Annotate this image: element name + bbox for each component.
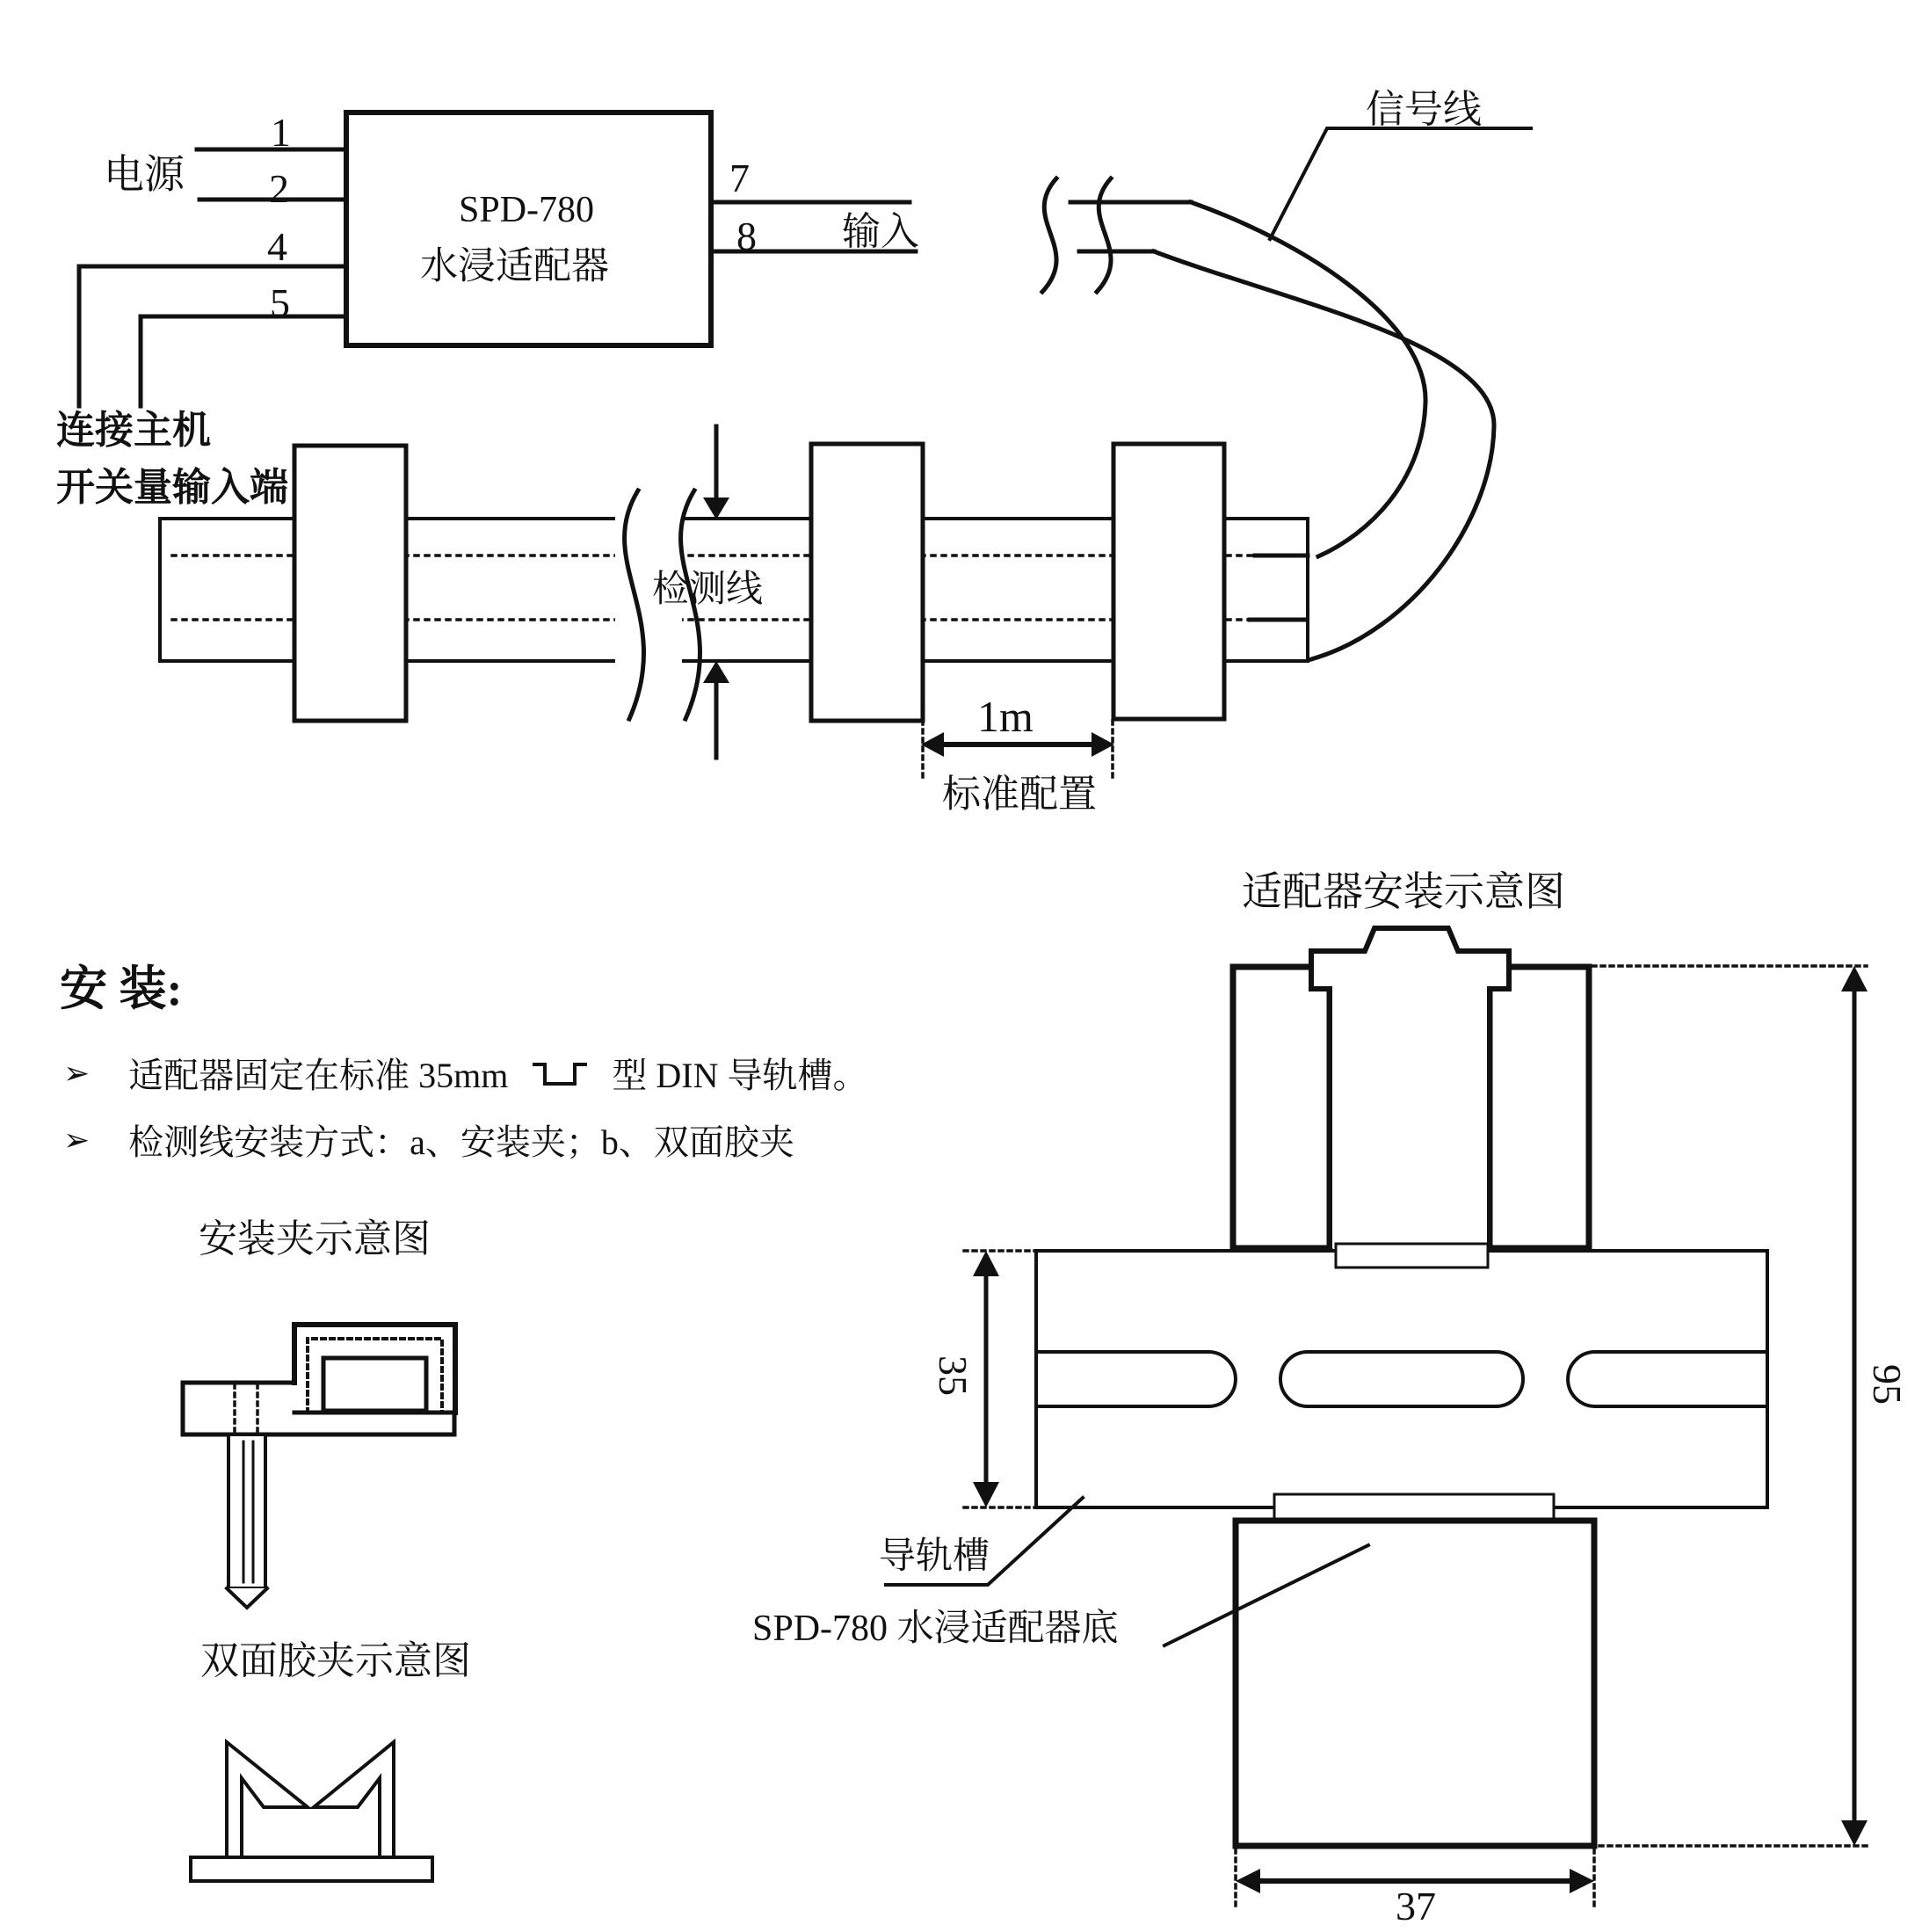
cable-clamp xyxy=(1113,444,1224,719)
pin-7-label: 7 xyxy=(729,156,750,200)
rail-slot-label: 导轨槽 xyxy=(879,1536,990,1577)
host-connect-label-2: 开关量输入端 xyxy=(56,466,288,509)
mounting-clip-diagram xyxy=(183,1325,455,1608)
adapter-model-label: SPD-780 xyxy=(459,190,595,230)
bullet-arrow-icon: ➢ xyxy=(63,1055,91,1091)
clip-diagram-title: 安装夹示意图 xyxy=(199,1217,431,1260)
din-rail xyxy=(1036,1251,1767,1507)
cable-break-icon xyxy=(1042,178,1056,292)
dim-95-label: 95 xyxy=(1865,1364,1910,1405)
dim-37-label: 37 xyxy=(1396,1884,1436,1928)
adapter-install-diagram xyxy=(886,928,1868,1906)
pin-8-label: 8 xyxy=(736,214,757,258)
signal-line-label: 信号线 xyxy=(1366,88,1482,131)
install-heading: 安 装: xyxy=(60,962,183,1015)
spacing-1m-label: 1m xyxy=(977,692,1034,741)
detection-line-label: 检测线 xyxy=(652,570,764,610)
adapter-wiring-diagram xyxy=(79,110,1531,779)
install-bullet-1 xyxy=(63,1048,868,1098)
standard-config-label: 标准配置 xyxy=(942,773,1097,816)
adapter-bottom-body xyxy=(1236,1521,1594,1846)
din-rail-profile-icon xyxy=(531,1057,589,1089)
bullet-1-suffix: 型 DIN 导轨槽。 xyxy=(612,1056,868,1095)
mount-diagram-title: 适配器安装示意图 xyxy=(1242,869,1565,914)
pin-1-label: 1 xyxy=(271,110,291,155)
input-label: 输入 xyxy=(842,210,919,253)
power-label: 电源 xyxy=(104,152,185,197)
clip-screw xyxy=(228,1434,265,1588)
pin-2-label: 2 xyxy=(269,166,289,211)
host-connect-label-1: 连接主机 xyxy=(56,409,211,452)
adapter-latch xyxy=(1311,928,1509,1248)
pin-4-label: 4 xyxy=(267,224,287,269)
bullet-2-text: 检测线安装方式：a、安装夹；b、双面胶夹 xyxy=(128,1122,794,1162)
dim-35-label: 35 xyxy=(931,1355,976,1396)
signal-line-leader xyxy=(1270,128,1531,239)
tape-diagram-title: 双面胶夹示意图 xyxy=(200,1639,471,1682)
cable-clamp xyxy=(811,444,923,721)
cable-break-icon xyxy=(1097,178,1111,292)
bullet-arrow-icon: ➢ xyxy=(63,1122,91,1158)
adapter-name-label: 水浸适配器 xyxy=(420,246,609,287)
adapter-bottom-label: SPD-780 水浸适配器底 xyxy=(752,1609,1119,1649)
pin-5-label: 5 xyxy=(270,280,290,325)
cable-clamp xyxy=(294,446,406,721)
install-bullet-2 xyxy=(63,1115,794,1165)
bullet-1-prefix: 适配器固定在标准 35mm xyxy=(128,1056,509,1095)
tape-clip-diagram xyxy=(191,1742,432,1881)
